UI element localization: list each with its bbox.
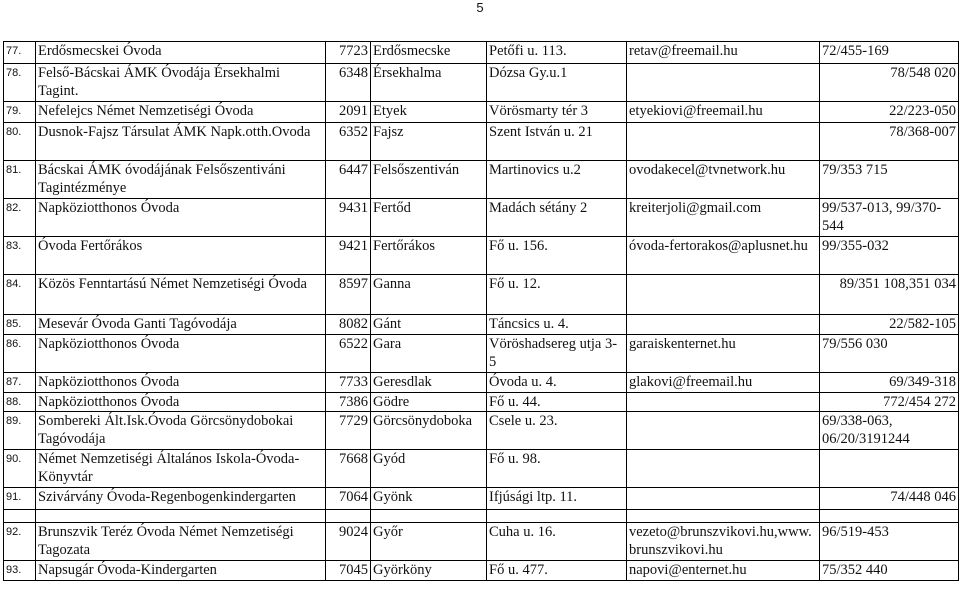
- institution-name: Óvoda Fertőrákos: [36, 237, 326, 275]
- row-number: 77.: [4, 42, 36, 64]
- city: Geresdlak: [371, 373, 487, 393]
- table-row: [4, 237, 959, 275]
- phone: 79/556 030: [820, 335, 959, 373]
- row-number: 80.: [4, 123, 36, 161]
- table-row: [4, 102, 959, 123]
- postal-code: 7733: [326, 373, 371, 393]
- row-number: 87.: [4, 373, 36, 393]
- postal-code: 9024: [326, 523, 371, 561]
- row-number: 86.: [4, 335, 36, 373]
- phone: 78/548 020: [820, 64, 959, 102]
- institution-name: Dusnok-Fajsz Társulat ÁMK Napk.otth.Ovoda: [36, 123, 326, 161]
- table-row: [4, 335, 959, 373]
- row-number: 78.: [4, 64, 36, 102]
- phone: 75/352 440: [820, 561, 959, 581]
- postal-code: 7064: [326, 488, 371, 510]
- city: Gödre: [371, 393, 487, 412]
- table-row: [4, 488, 959, 510]
- street-address: Táncsics u. 4.: [487, 315, 627, 335]
- street-address: Martinovics u.2: [487, 161, 627, 199]
- table-row: [4, 523, 959, 561]
- table-row: [4, 561, 959, 581]
- email: retav@freemail.hu: [627, 42, 820, 64]
- city: Gyönk: [371, 488, 487, 510]
- row-number: 85.: [4, 315, 36, 335]
- table-row: [4, 199, 959, 237]
- table-row: [4, 373, 959, 393]
- postal-code: 7729: [326, 412, 371, 450]
- row-number: 93.: [4, 561, 36, 581]
- city: Gara: [371, 335, 487, 373]
- institution-name: Nefelejcs Német Nemzetiségi Óvoda: [36, 102, 326, 123]
- street-address: Fő u. 156.: [487, 237, 627, 275]
- institution-name: Német Nemzetiségi Általános Iskola-Óvoda-Könyvtár: [36, 450, 326, 488]
- email: garaiskenternet.hu: [627, 335, 820, 373]
- phone: 772/454 272: [820, 393, 959, 412]
- city: Gánt: [371, 315, 487, 335]
- email: óvoda-fertorakos@aplusnet.hu: [627, 237, 820, 275]
- street-address: Vörösmarty tér 3: [487, 102, 627, 123]
- phone: 74/448 046: [820, 488, 959, 510]
- table-row: [4, 64, 959, 102]
- institution-name: Szivárvány Óvoda-Regenbogenkindergarten: [36, 488, 326, 510]
- table-row: [4, 42, 959, 64]
- institution-name: Bácskai ÁMK óvodájának Felsőszentiváni Tagintézménye: [36, 161, 326, 199]
- table-row: [4, 412, 959, 450]
- row-spacer: [4, 510, 959, 523]
- postal-code: 6522: [326, 335, 371, 373]
- email: [627, 488, 820, 510]
- street-address: Fő u. 44.: [487, 393, 627, 412]
- institution-name: Napköziotthonos Óvoda: [36, 335, 326, 373]
- row-number: 89.: [4, 412, 36, 450]
- row-number: 82.: [4, 199, 36, 237]
- email: glakovi@freemail.hu: [627, 373, 820, 393]
- email: [627, 64, 820, 102]
- postal-code: 7045: [326, 561, 371, 581]
- phone: [820, 450, 959, 488]
- postal-code: 8597: [326, 275, 371, 315]
- street-address: Dózsa Gy.u.1: [487, 64, 627, 102]
- postal-code: 7386: [326, 393, 371, 412]
- row-number: 79.: [4, 102, 36, 123]
- table-row: [4, 123, 959, 161]
- city: Györköny: [371, 561, 487, 581]
- postal-code: 9431: [326, 199, 371, 237]
- city: Fertőd: [371, 199, 487, 237]
- city: Fertőrákos: [371, 237, 487, 275]
- street-address: Fő u. 98.: [487, 450, 627, 488]
- institution-name: Brunszvik Teréz Óvoda Német Nemzetiségi Tagozata: [36, 523, 326, 561]
- phone: 69/349-318: [820, 373, 959, 393]
- phone: 99/537-013, 99/370-544: [820, 199, 959, 237]
- institution-name: Mesevár Óvoda Ganti Tagóvodája: [36, 315, 326, 335]
- institution-name: Erdősmecskei Óvoda: [36, 42, 326, 64]
- city: Győr: [371, 523, 487, 561]
- email: [627, 393, 820, 412]
- city: Gyód: [371, 450, 487, 488]
- email: kreiterjoli@gmail.com: [627, 199, 820, 237]
- phone: 89/351 108,351 034: [820, 275, 959, 315]
- page-number: 5: [476, 0, 484, 15]
- phone: 72/455-169: [820, 42, 959, 64]
- email: [627, 412, 820, 450]
- postal-code: 9421: [326, 237, 371, 275]
- institution-name: Napsugár Óvoda-Kindergarten: [36, 561, 326, 581]
- institution-name: Sombereki Ált.Isk.Óvoda Görcsönydobokai Tagóvodája: [36, 412, 326, 450]
- institution-name: Napköziotthonos Óvoda: [36, 393, 326, 412]
- email: vezeto@brunszvikovi.hu,www.brunszvikovi.hu: [627, 523, 820, 561]
- street-address: Csele u. 23.: [487, 412, 627, 450]
- email: etyekiovi@freemail.hu: [627, 102, 820, 123]
- street-address: Óvoda u. 4.: [487, 373, 627, 393]
- email: [627, 315, 820, 335]
- street-address: Fő u. 477.: [487, 561, 627, 581]
- city: Etyek: [371, 102, 487, 123]
- phone: 99/355-032: [820, 237, 959, 275]
- street-address: Madách sétány 2: [487, 199, 627, 237]
- postal-code: 6348: [326, 64, 371, 102]
- email: [627, 450, 820, 488]
- row-number: 84.: [4, 275, 36, 315]
- city: Érsekhalma: [371, 64, 487, 102]
- postal-code: 6352: [326, 123, 371, 161]
- city: Felsőszentiván: [371, 161, 487, 199]
- table-row: [4, 315, 959, 335]
- kindergarten-table: [3, 41, 959, 581]
- phone: 96/519-453: [820, 523, 959, 561]
- postal-code: 7668: [326, 450, 371, 488]
- city: Fajsz: [371, 123, 487, 161]
- row-number: 81.: [4, 161, 36, 199]
- row-number: 83.: [4, 237, 36, 275]
- phone: 78/368-007: [820, 123, 959, 161]
- phone: 79/353 715: [820, 161, 959, 199]
- postal-code: 8082: [326, 315, 371, 335]
- postal-code: 6447: [326, 161, 371, 199]
- table-row: [4, 275, 959, 315]
- email: [627, 123, 820, 161]
- row-number: 88.: [4, 393, 36, 412]
- row-number: 91.: [4, 488, 36, 510]
- street-address: Ifjúsági ltp. 11.: [487, 488, 627, 510]
- postal-code: 2091: [326, 102, 371, 123]
- institution-name: Felső-Bácskai ÁMK Óvodája Érsekhalmi Tagint.: [36, 64, 326, 102]
- street-address: Fő u. 12.: [487, 275, 627, 315]
- city: Ganna: [371, 275, 487, 315]
- phone: 69/338-063, 06/20/3191244: [820, 412, 959, 450]
- street-address: Petőfi u. 113.: [487, 42, 627, 64]
- institution-name: Napköziotthonos Óvoda: [36, 199, 326, 237]
- email: [627, 275, 820, 315]
- city: Erdősmecske: [371, 42, 487, 64]
- postal-code: 7723: [326, 42, 371, 64]
- institution-name: Közös Fenntartású Német Nemzetiségi Óvoda: [36, 275, 326, 315]
- row-number: 90.: [4, 450, 36, 488]
- email: ovodakecel@tvnetwork.hu: [627, 161, 820, 199]
- street-address: Vöröshadsereg utja 3-5: [487, 335, 627, 373]
- row-number: 92.: [4, 523, 36, 561]
- table-row: [4, 393, 959, 412]
- phone: 22/223-050: [820, 102, 959, 123]
- street-address: Cuha u. 16.: [487, 523, 627, 561]
- table-row: [4, 161, 959, 199]
- city: Görcsönydoboka: [371, 412, 487, 450]
- street-address: Szent István u. 21: [487, 123, 627, 161]
- phone: 22/582-105: [820, 315, 959, 335]
- email: napovi@enternet.hu: [627, 561, 820, 581]
- table-row: [4, 450, 959, 488]
- institution-name: Napköziotthonos Óvoda: [36, 373, 326, 393]
